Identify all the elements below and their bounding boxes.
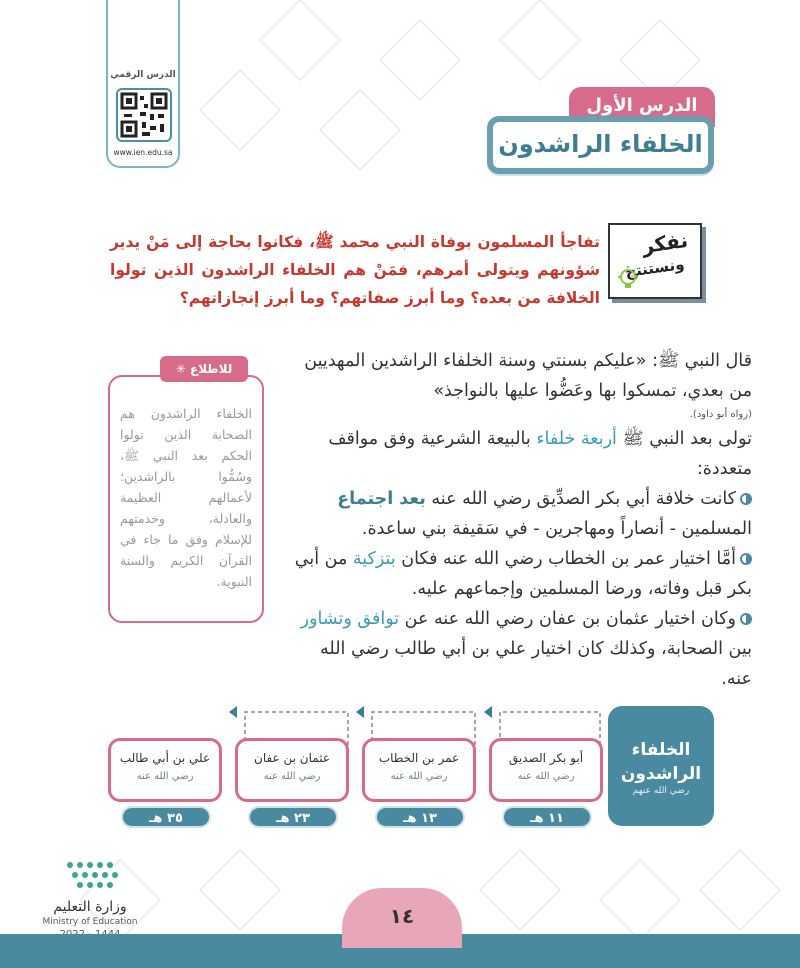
- b1-highlight: بعد اجتماع: [337, 489, 426, 509]
- b1-text-a: كانت خلافة أبي بكر الصدِّيق رضي الله عنه: [425, 489, 736, 509]
- caliph-honor: رضي الله عنه: [263, 771, 321, 782]
- lightbulb-icon: [616, 265, 640, 295]
- bullet-icon: [740, 493, 752, 505]
- page-number: ١٤: [342, 888, 462, 948]
- caliph-name: أبو بكر الصديق: [508, 751, 584, 765]
- b3-text-b: بين الصحابة، وكذلك كان اختيار علي بن أبي طالب رضي الله عنه.: [320, 639, 752, 689]
- caliph-honor: رضي الله عنه: [517, 771, 575, 782]
- intro-paragraph: [290, 424, 752, 484]
- caliph-name: عثمان بن عفان: [254, 751, 330, 765]
- caliph-name: علي بن أبي طالب: [119, 751, 211, 765]
- bullet-icon: [740, 613, 752, 625]
- caliphs-label-text: الخلفاء الراشدون: [620, 740, 702, 784]
- b1-text-b: المسلمين - أنصاراً ومهاجرين - في سَقيفة بني ساعدة.: [361, 519, 752, 539]
- lamp-icon: ✳: [175, 362, 186, 376]
- caliph-year: ١٣ هـ: [375, 806, 465, 828]
- lesson-number: الدرس الأول: [569, 87, 715, 127]
- caliph-card-abu-bakr: [489, 738, 603, 802]
- b2-text-b: من أبي بكر قبل وفاته، ورضا المسلمين وإجماعهم عليه.: [294, 549, 752, 599]
- think-badge: [608, 223, 702, 299]
- b3-text-a: وكان اختيار عثمان بن عفان رضي الله عنه عن: [399, 609, 736, 629]
- b2-highlight: بتزكية: [352, 549, 396, 569]
- bullet-umar: [290, 544, 752, 604]
- caliph-card-umar: [362, 738, 476, 802]
- think-question: تفاجأ المسلمون بوفاة النبي محمد ﷺ، فكانوا بحاجة إلى مَنْ يدير شؤونهم ويتولى أمرهم، فمَنْ هم الخلفاء الراشدون الذين تولوا الخلافة من بعده؟ وما أبرز صفاتهم؟ وما أبرز إنجازاتهم؟: [110, 233, 600, 307]
- bullet-abu-bakr: [290, 484, 752, 544]
- hadith-text: قال النبي ﷺ: «عليكم بسنتي وسنة الخلفاء الراشدين المهديين من بعدي، تمسكوا بها وعَضُّوا عليها بالنواجذ»: [304, 351, 752, 401]
- caliph-year: ٢٣ هـ: [248, 806, 338, 828]
- ministry-name-en: Ministry of Education: [42, 917, 138, 927]
- think-badge-sub: ونستنتج: [623, 254, 685, 282]
- caliphs-label: [608, 706, 714, 826]
- intro-text-a: تولى بعد النبي ﷺ: [616, 429, 752, 449]
- caliph-year: ٣٥ هـ: [121, 806, 211, 828]
- caliphs-honor: رضي الله عنهم: [632, 786, 690, 796]
- info-tab: [160, 356, 248, 382]
- lesson-title-box: [487, 116, 714, 174]
- info-box: [108, 375, 264, 623]
- caliph-card-ali: [108, 738, 222, 802]
- hadith-reference: (رواه أبو داود).: [689, 409, 752, 420]
- think-badge-main: نفكر: [640, 227, 690, 259]
- main-text: [290, 346, 752, 694]
- digital-lesson-card[interactable]: [106, 0, 180, 168]
- bullet-icon: [740, 553, 752, 565]
- b3-highlight: توافق وتشاور: [300, 609, 400, 629]
- caliph-name: عمر بن الخطاب: [378, 751, 460, 765]
- caliph-honor: رضي الله عنه: [390, 771, 448, 782]
- digital-lesson-label: الدرس الرقمي: [110, 70, 176, 80]
- arrow-icon: [229, 706, 237, 718]
- caliph-year: ١١ هـ: [502, 806, 592, 828]
- info-text: الخلفاء الراشدون هم الصحابة الذين تولوا الحكم بعد النبي ﷺ، وسُمُّوا بالراشدين؛ لأعمالهم العظيمة والعادلة، وخدمتهم للإسلام وفق ما جاء في القرآن الكريم والسنة النبوية.: [120, 406, 252, 589]
- ministry-logo-icon: [64, 859, 124, 895]
- bullet-uthman: [290, 604, 752, 694]
- info-tab-label: للاطلاع: [190, 362, 233, 376]
- intro-text-b: بالبيعة الشرعية وفق مواقف متعددة:: [328, 429, 752, 479]
- ministry-name-ar: وزارة التعليم: [53, 899, 127, 915]
- arrow-icon: [484, 706, 492, 718]
- digital-lesson-url[interactable]: www.ien.edu.sa: [113, 148, 173, 157]
- caliph-honor: رضي الله عنه: [136, 771, 194, 782]
- caliph-card-uthman: [235, 738, 349, 802]
- b2-text-a: أمَّا اختيار عمر بن الخطاب رضي الله عنه فكان: [395, 549, 736, 569]
- ministry-logo: [30, 855, 150, 935]
- lesson-title: الخلفاء الراشدون: [498, 130, 703, 158]
- arrow-icon: [356, 706, 364, 718]
- qr-code-icon[interactable]: [116, 88, 172, 142]
- intro-highlight: أربعة خلفاء: [536, 429, 617, 449]
